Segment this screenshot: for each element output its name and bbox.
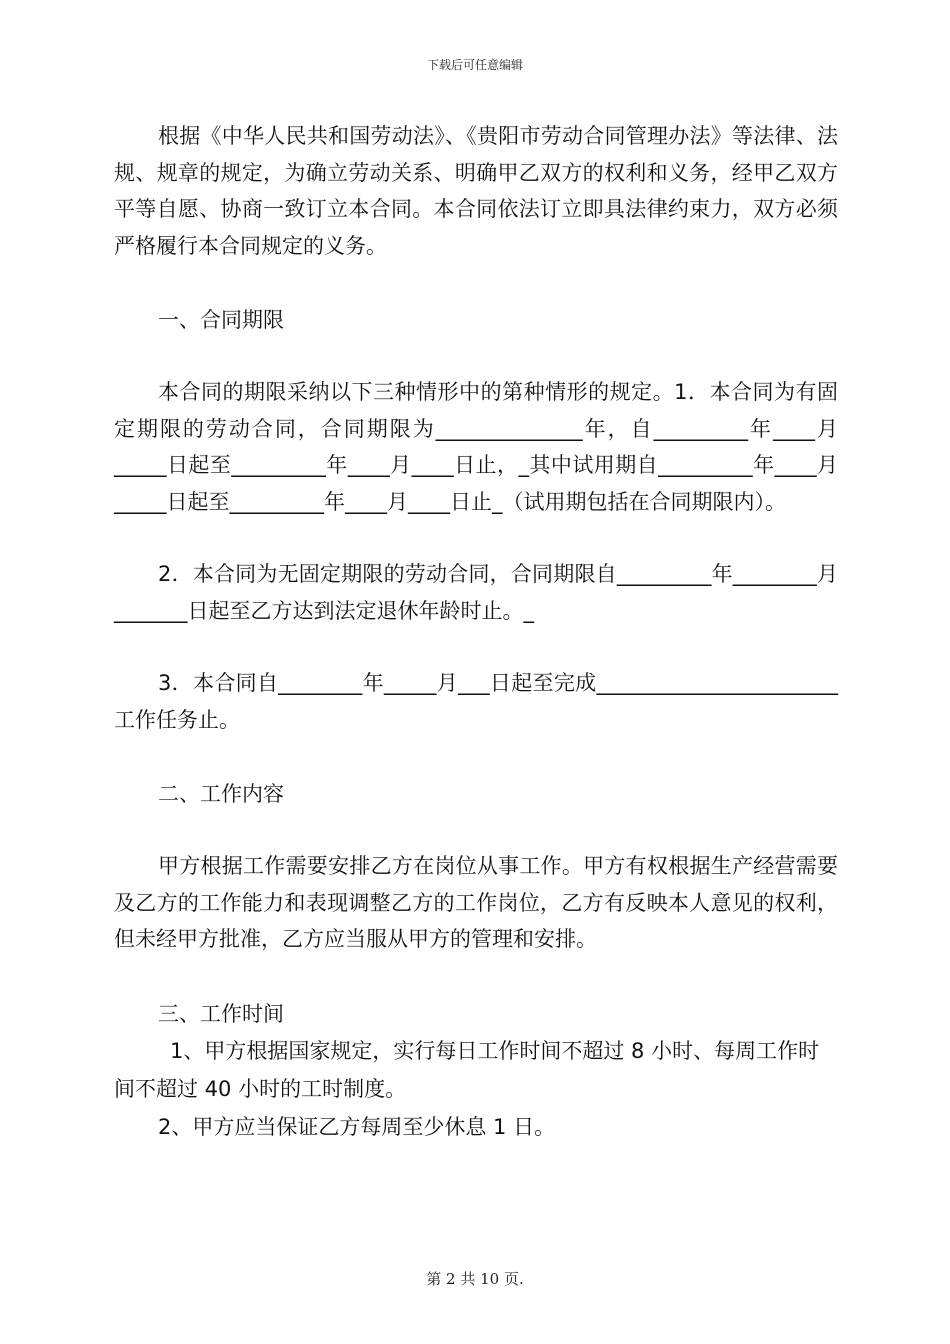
contract-term-paragraph-1: 本合同的期限采纳以下三种情形中的第种情形的规定。1．本合同为有固定期限的劳动合同，合同期限为______________年，自_________年____月_____日起至_________年____月____日止，_其中试用期自_________年____月_____日起至_________年____月____日止_（试用期包括在合同期限内）。: [114, 380, 838, 514]
page-footer: 第 2 共 10 页.: [426, 1270, 524, 1288]
section-heading-work-hours: 三、工作时间: [158, 1001, 284, 1026]
work-hours-paragraph-2: 2、甲方应当保证乙方每周至少休息 1 日。: [158, 1114, 556, 1139]
contract-term-paragraph-2: 2．本合同为无固定期限的劳动合同，合同期限自_________年________月_______日起至乙方达到法定退休年龄时止。_: [114, 562, 838, 623]
section-heading-work-content: 二、工作内容: [158, 782, 284, 806]
contract-term-paragraph-3: 3．本合同自________年_____月___日起至完成_______________________工作任务止。: [114, 671, 838, 732]
section-heading-contract-term: 一、合同期限: [158, 308, 284, 332]
work-hours-paragraph-1: 1、甲方根据国家规定，实行每日工作时间不超过 8 小时、每周工作时间不超过 40 小时的工时制度。: [114, 1038, 820, 1101]
intro-paragraph: 根据《中华人民共和国劳动法》、《贵阳市劳动合同管理办法》等法律、法规、规章的规定，为确立劳动关系、明确甲乙双方的权利和义务，经甲乙双方平等自愿、协商一致订立本合同。本合同依法订立即具法律约束力，双方必须严格履行本合同规定的义务。: [114, 124, 838, 258]
document-body: [114, 118, 838, 1146]
page-header: 下载后可任意编辑: [426, 58, 523, 72]
work-content-paragraph: 甲方根据工作需要安排乙方在岗位从事工作。甲方有权根据生产经营需要及乙方的工作能力和表现调整乙方的工作岗位，乙方有反映本人意见的权利，但未经甲方批准，乙方应当服从甲方的管理和安排。: [114, 854, 838, 951]
